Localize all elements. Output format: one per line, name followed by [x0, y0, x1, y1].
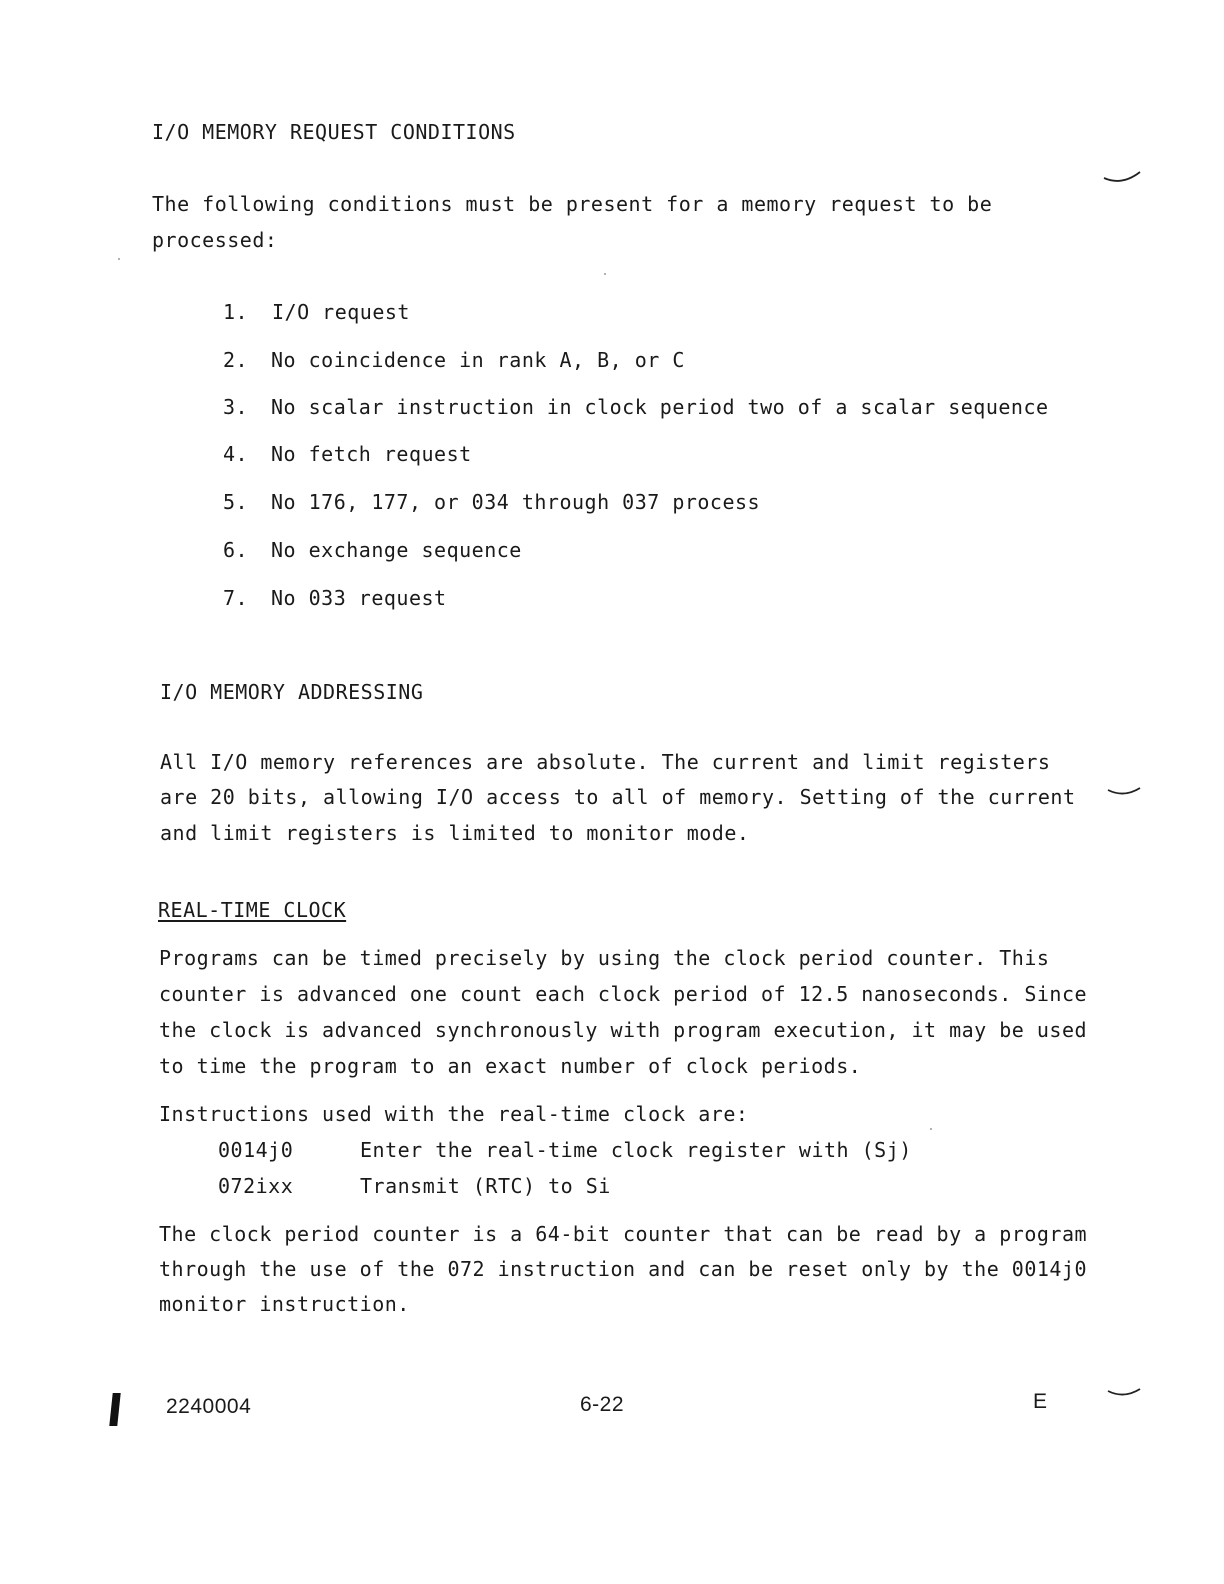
list-item-number: 2.	[223, 348, 249, 372]
section-heading-real-time-clock: REAL-TIME CLOCK	[158, 898, 347, 922]
footer-page-number: 6-22	[580, 1393, 625, 1416]
footer-doc-number: 2240004	[166, 1395, 252, 1418]
clock-para1-line-2: counter is advanced one count each clock period of 12.5 nanoseconds. Since	[159, 982, 1088, 1006]
instruction-opcode: 0014j0	[218, 1138, 294, 1162]
section-heading-io-memory-request: I/O MEMORY REQUEST CONDITIONS	[152, 120, 516, 144]
list-item-number: 5.	[223, 490, 249, 514]
instruction-description: Enter the real-time clock register with (Sj)	[360, 1138, 912, 1162]
list-item-number: 3.	[223, 395, 249, 419]
scan-speck	[930, 1128, 932, 1130]
instruction-description: Transmit (RTC) to Si	[360, 1174, 611, 1198]
footer-revision: E	[1033, 1390, 1048, 1413]
addressing-line-2: are 20 bits, allowing I/O access to all of memory. Setting of the current	[160, 785, 1076, 809]
scan-speck	[604, 273, 606, 275]
section-heading-io-memory-addressing: I/O MEMORY ADDRESSING	[160, 680, 424, 704]
list-item-text: No coincidence in rank A, B, or C	[271, 348, 685, 372]
scan-speck	[118, 258, 120, 260]
clock-para1-line-3: the clock is advanced synchronously with program execution, it may be used	[159, 1018, 1088, 1042]
intro-line-2: processed:	[152, 228, 278, 252]
list-item-text: No fetch request	[271, 442, 472, 466]
list-item-number: 4.	[223, 442, 249, 466]
clock-para2-line-2: through the use of the 072 instruction and can be reset only by the 0014j0	[159, 1257, 1088, 1281]
list-item-number: 1.	[223, 300, 249, 324]
instructions-intro: Instructions used with the real-time clock are:	[159, 1102, 749, 1126]
list-item-text: No 033 request	[271, 586, 447, 610]
binding-mark-bottom	[1104, 1385, 1144, 1401]
clock-para1-line-1: Programs can be timed precisely by using the clock period counter. This	[159, 946, 1050, 970]
clock-para2-line-1: The clock period counter is a 64-bit counter that can be read by a program	[159, 1222, 1088, 1246]
intro-line-1: The following conditions must be present for a memory request to be	[152, 192, 993, 216]
addressing-line-1: All I/O memory references are absolute. The current and limit registers	[160, 750, 1051, 774]
revision-change-bar	[109, 1393, 120, 1426]
list-item-text: No scalar instruction in clock period two of a scalar sequence	[271, 395, 1049, 419]
clock-para2-line-3: monitor instruction.	[159, 1292, 410, 1316]
list-item-text: I/O request	[272, 300, 410, 324]
binding-mark-middle	[1104, 784, 1144, 800]
clock-para1-line-4: to time the program to an exact number of clock periods.	[159, 1054, 862, 1078]
list-item-number: 6.	[223, 538, 249, 562]
list-item-number: 7.	[223, 586, 249, 610]
binding-mark-top	[1100, 168, 1144, 188]
list-item-text: No 176, 177, or 034 through 037 process	[271, 490, 761, 514]
instruction-opcode: 072ixx	[218, 1174, 294, 1198]
addressing-line-3: and limit registers is limited to monitor mode.	[160, 821, 750, 845]
list-item-text: No exchange sequence	[271, 538, 522, 562]
